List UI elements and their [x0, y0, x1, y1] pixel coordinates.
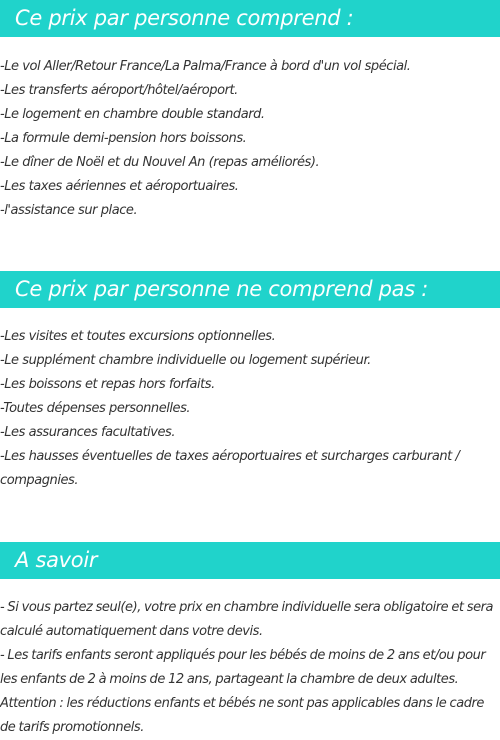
excludes-section [0, 271, 500, 493]
list-item: -Le supplément chambre individuelle ou logement supérieur. [0, 353, 371, 368]
list-item: -Les taxes aériennes et aéroportuaires. [0, 179, 239, 194]
list-item: -Le logement en chambre double standard. [0, 107, 265, 122]
excludes-heading: Ce prix par personne ne comprend pas : [0, 271, 500, 308]
list-item: -Les hausses éventuelles de taxes aéroportuaires et surcharges carburant / compagnies. [0, 449, 460, 488]
list-item: -Les boissons et repas hors forfaits. [0, 377, 215, 392]
info-paragraph: - Si vous partez seul(e), votre prix en chambre individuelle sera obligatoire et sera calculé automatiquement dans votre devis. [0, 600, 494, 639]
list-item: -Le vol Aller/Retour France/La Palma/France à bord d'un vol spécial. [0, 59, 411, 74]
list-item: -La formule demi-pension hors boissons. [0, 131, 247, 146]
list-item: -l'assistance sur place. [0, 203, 138, 218]
info-body [0, 596, 500, 740]
info-paragraph: Attention : les réductions enfants et bébés ne sont pas applicables dans le cadre de tarifs promotionnels. [0, 696, 484, 735]
list-item: -Les assurances facultatives. [0, 425, 176, 440]
info-paragraph: - Les tarifs enfants seront appliqués pour les bébés de moins de 2 ans et/ou pour les enfants de 2 à moins de 12 ans, partageant la chambre de deux adultes. [0, 648, 486, 687]
list-item: -Les transferts aéroport/hôtel/aéroport. [0, 83, 238, 98]
excludes-list [0, 325, 500, 493]
includes-heading: Ce prix par personne comprend : [0, 0, 500, 37]
info-heading: A savoir [0, 542, 500, 579]
list-item: -Toutes dépenses personnelles. [0, 401, 191, 416]
info-section [0, 542, 500, 740]
includes-list [0, 55, 500, 223]
includes-section [0, 0, 500, 223]
list-item: -Le dîner de Noël et du Nouvel An (repas améliorés). [0, 155, 320, 170]
list-item: -Les visites et toutes excursions optionnelles. [0, 329, 276, 344]
